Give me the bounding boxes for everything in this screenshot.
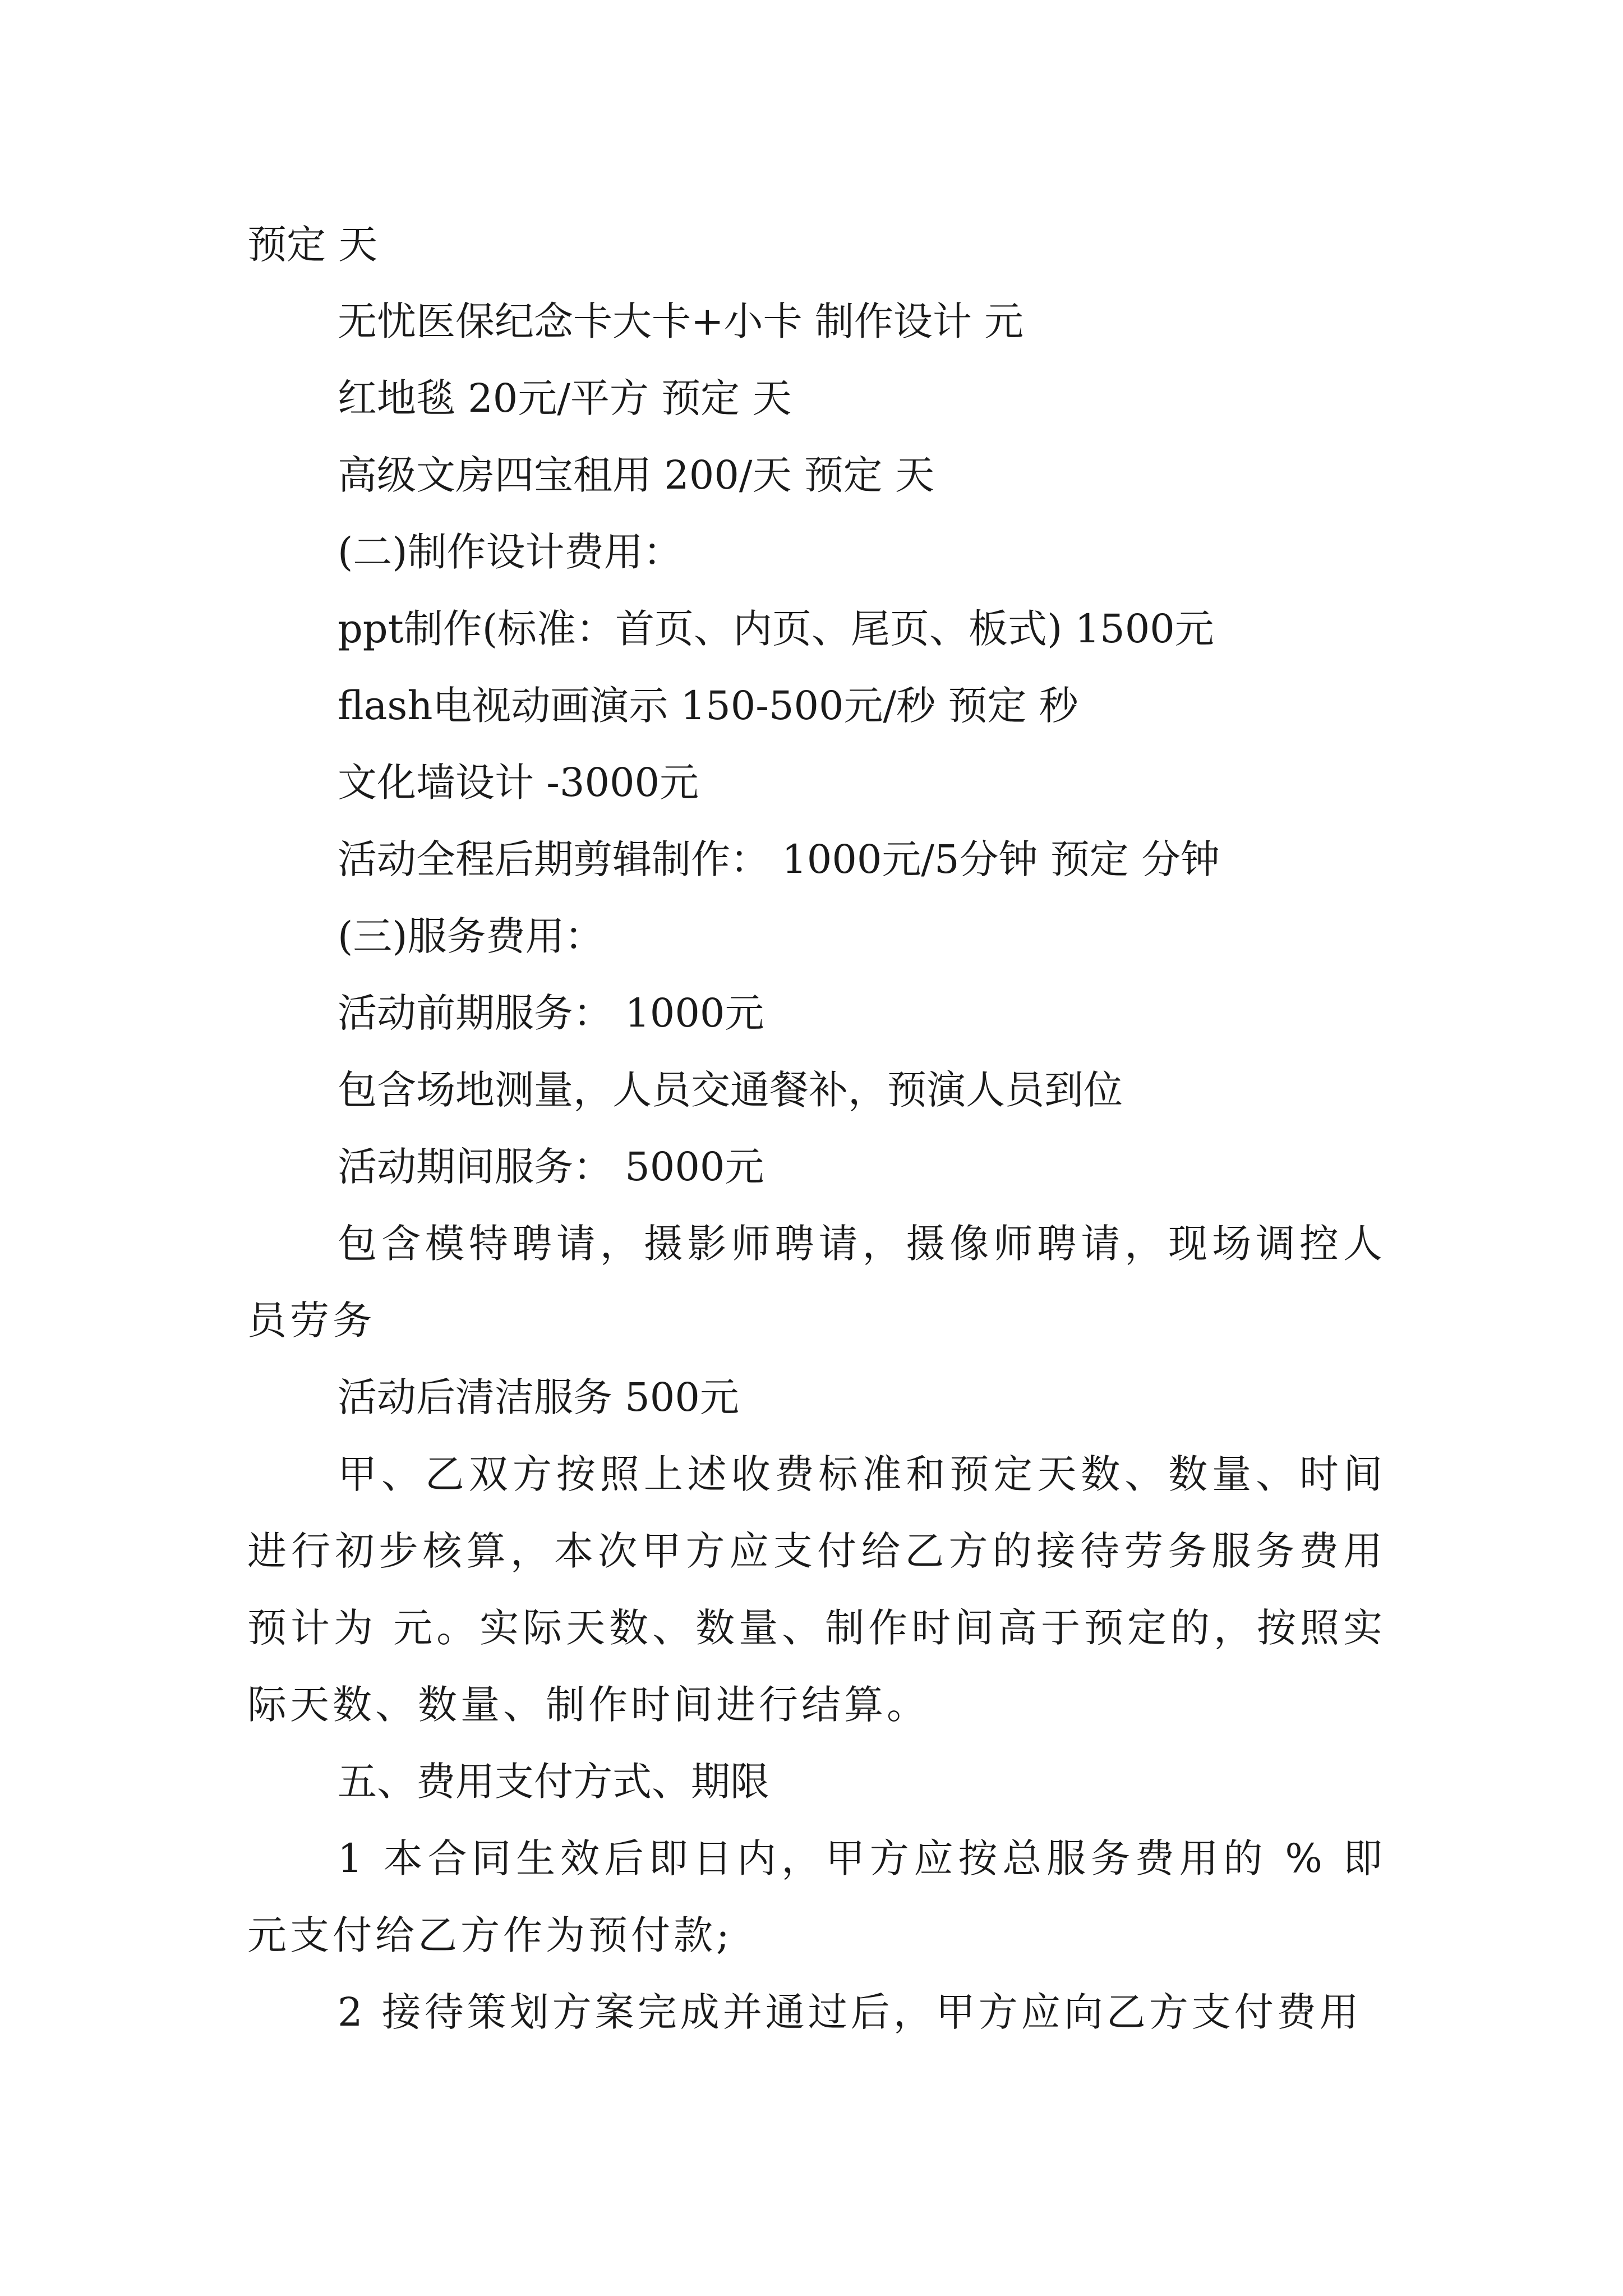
text-line-card-design: 无忧医保纪念卡大卡+小卡 制作设计 元: [338, 298, 1024, 344]
document-body: [247, 206, 1386, 2051]
section-heading-payment: 五、费用支付方式、期限: [338, 1759, 769, 1805]
text-line-cleaning-service: 活动后清洁服务 500元: [338, 1374, 739, 1420]
text-line-stationery-rental: 高级文房四宝租用 200/天 预定 天: [338, 452, 934, 498]
text-line-flash: flash电视动画演示 150-500元/秒 预定 秒: [338, 683, 1078, 729]
paragraph-event-service-details: 包含模特聘请，摄影师聘请，摄像师聘请，现场调控人员劳务: [247, 1221, 1386, 1343]
text-line-red-carpet: 红地毯 20元/平方 预定 天: [338, 375, 792, 421]
text-line-pre-event-details: 包含场地测量，人员交通餐补，预演人员到位: [338, 1067, 1123, 1113]
text-line-ppt: ppt制作(标准：首页、内页、尾页、板式) 1500元: [338, 606, 1214, 652]
section-heading-service-fees: (三)服务费用：: [338, 913, 604, 959]
text-line-editing: 活动全程后期剪辑制作： 1000元/5分钟 预定 分钟: [338, 836, 1220, 882]
paragraph-payment-2: 2 接待策划方案完成并通过后，甲方应向乙方支付费用: [338, 1989, 1362, 2035]
paragraph-settlement: 甲、乙双方按照上述收费标准和预定天数、数量、时间进行初步核算，本次甲方应支付给乙方的接待劳务服务费用预计为 元。实际天数、数量、制作时间高于预定的，按照实际天数、数量、制作时间进行结算。: [247, 1451, 1386, 1728]
text-line-pre-event-service: 活动前期服务： 1000元: [338, 990, 764, 1036]
text-line-culture-wall: 文化墙设计 -3000元: [338, 760, 699, 806]
section-heading-design-fees: (二)制作设计费用：: [338, 529, 683, 575]
paragraph-payment-1: 1 本合同生效后即日内，甲方应按总服务费用的 % 即 元支付给乙方作为预付款;: [247, 1835, 1386, 1958]
text-line-reserve-days: 预定 天: [247, 222, 378, 268]
text-line-event-service: 活动期间服务： 5000元: [338, 1144, 764, 1190]
